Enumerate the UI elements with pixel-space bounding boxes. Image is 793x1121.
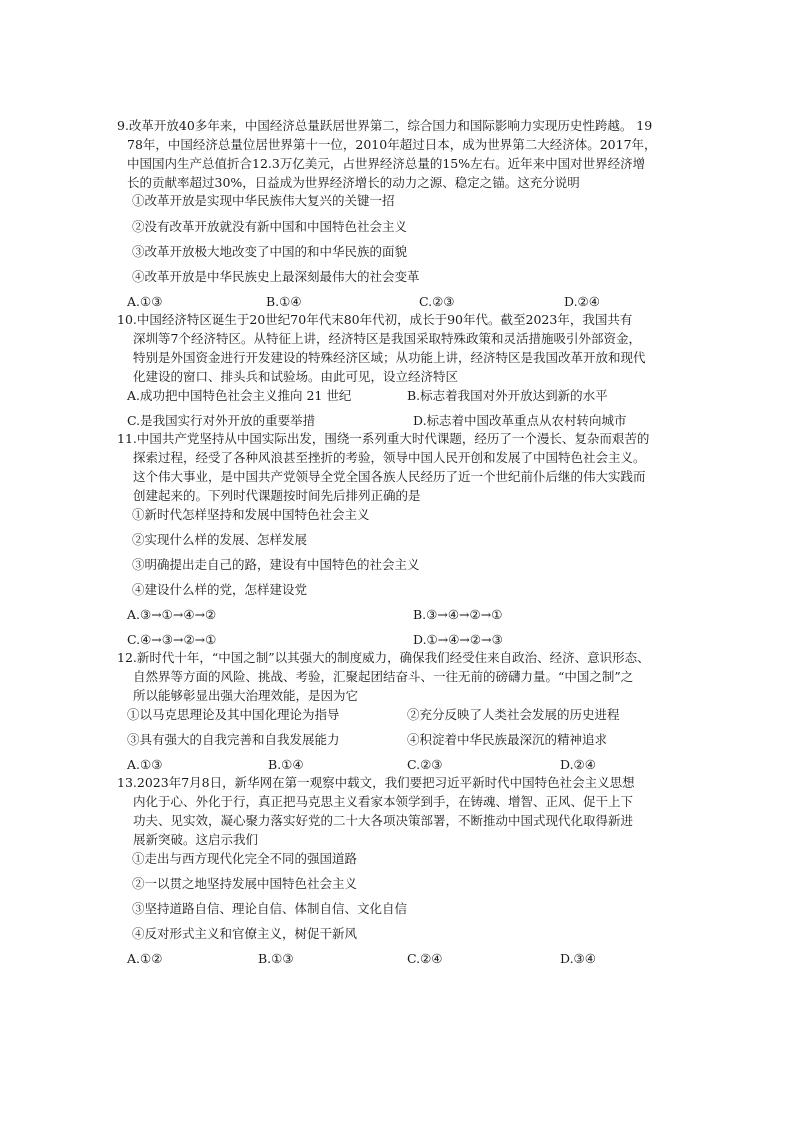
answer-option-d[interactable]: D.②④ bbox=[560, 757, 596, 772]
question-text-line: 自然界等方面的风险、挑战、考验，汇聚起团结奋斗、一往无前的磅礴力量。“中国之制”之 bbox=[133, 669, 634, 684]
question-text-line: 创建起来的。下列时代课题按时间先后排列正确的是 bbox=[133, 488, 421, 503]
statement-item: ④建设什么样的党，怎样建设党 bbox=[132, 582, 308, 597]
question-text-line: 13.2023年7月8日，新华网在第一观察中载文，我们要把习近平新时代中国特色社会主义思想 bbox=[117, 775, 635, 790]
question-text-line: 探索过程，经受了各种风浪甚至挫折的考验，领导中国人民开创和发展了中国特色社会主义。 bbox=[133, 450, 646, 465]
answer-option-a[interactable]: A.①③ bbox=[127, 757, 163, 772]
answer-option-c[interactable]: C.④→③→②→① bbox=[127, 632, 217, 647]
statement-item: ①以马克思理论及其中国化理论为指导 bbox=[127, 707, 340, 722]
statement-item: ④积淀着中华民族最深沉的精神追求 bbox=[407, 732, 608, 747]
question-text-line: 内化于心、外化于行，真正把马克思主义看家本领学到手，在铸魂、增智、正风、促干上下 bbox=[133, 794, 634, 809]
statement-item: ②充分反映了人类社会发展的历史进程 bbox=[407, 707, 620, 722]
question-text-line: 所以能够彰显出强大治理效能，是因为它 bbox=[133, 688, 359, 703]
statement-item: ①新时代怎样坚持和发展中国特色社会主义 bbox=[132, 507, 370, 522]
statement-item: ①改革开放是实现中华民族伟大复兴的关键一招 bbox=[132, 193, 395, 208]
answer-option-b[interactable]: B.③→④→②→① bbox=[413, 607, 503, 622]
statement-item: ③具有强大的自我完善和自我发展能力 bbox=[127, 732, 340, 747]
answer-option-c[interactable]: C.②③ bbox=[419, 294, 455, 309]
answer-option-a[interactable]: A.③→①→④→② bbox=[127, 607, 217, 622]
statement-item: ②实现什么样的发展、怎样发展 bbox=[132, 532, 308, 547]
answer-option-b[interactable]: B.①④ bbox=[268, 757, 304, 772]
answer-option-c[interactable]: C.是我国实行对外开放的重要举措 bbox=[127, 413, 316, 428]
statement-item: ③改革开放极大地改变了中国的和中华民族的面貌 bbox=[132, 244, 408, 259]
question-text-line: 12.新时代十年，“中国之制”以其强大的制度威力，确保我们经受住来自政治、经济、意识形态、 bbox=[117, 650, 650, 665]
answer-option-d[interactable]: D.②④ bbox=[564, 294, 600, 309]
answer-option-c[interactable]: C.②④ bbox=[407, 951, 443, 966]
statement-item: ②一以贯之地坚持发展中国特色社会主义 bbox=[132, 876, 358, 891]
statement-item: ②没有改革开放就没有新中国和中国特色社会主义 bbox=[132, 219, 408, 234]
answer-option-c[interactable]: C.②③ bbox=[407, 757, 443, 772]
question-text-line: 功夫、见实效，凝心聚力落实好党的二十大各项决策部署，不断推动中国式现代化取得新进 bbox=[133, 813, 634, 828]
question-text-line: 特别是外国资金进行开发建设的特殊经济区域；从功能上讲，经济特区是我国改革开放和现代 bbox=[133, 350, 646, 365]
question-text-line: 78年，中国经济总量位居世界第十一位，2010年超过日本，成为世界第二大经济体。2017年， bbox=[127, 137, 657, 152]
answer-option-b[interactable]: B.①④ bbox=[266, 294, 302, 309]
question-text-line: 展新突破。这启示我们 bbox=[133, 832, 259, 847]
answer-option-b[interactable]: B.标志着我国对外开放达到新的水平 bbox=[407, 388, 608, 403]
statement-item: ③坚持道路自信、理论自信、体制自信、文化自信 bbox=[132, 901, 408, 916]
question-text-line: 长的贡献率超过30%，日益成为世界经济增长的动力之源、稳定之锚。这充分说明 bbox=[127, 175, 580, 190]
question-text-line: 9.改革开放40多年来，中国经济总量跃居世界第二，综合国力和国际影响力实现历史性跨越。 19 bbox=[117, 118, 653, 133]
answer-option-d[interactable]: D.标志着中国改革重点从农村转向城市 bbox=[413, 413, 627, 428]
statement-item: ①走出与西方现代化完全不同的强国道路 bbox=[132, 851, 358, 866]
question-text-line: 中国国内生产总值折合12.3万亿美元，占世界经济总量的15%左右。近年来中国对世界经济增 bbox=[127, 156, 646, 171]
question-text-line: 这个伟大事业，是中国共产党领导全党全国各族人民经历了近一个世纪前仆后继的伟大实践而 bbox=[133, 469, 646, 484]
statement-item: ③明确提出走自己的路，建设有中国特色的社会主义 bbox=[132, 557, 420, 572]
question-text-line: 深圳等7个经济特区。从特征上讲，经济特区是我国采取特殊政策和灵活措施吸引外部资金， bbox=[133, 331, 641, 346]
answer-option-a[interactable]: A.成功把中国特色社会主义推向 21 世纪 bbox=[127, 388, 352, 403]
statement-item: ④改革开放是中华民族史上最深刻最伟大的社会变革 bbox=[132, 269, 420, 284]
question-text-line: 10.中国经济特区诞生于20世纪70年代末80年代初，成长于90年代。截至2023年，我国共有 bbox=[117, 312, 633, 327]
answer-option-a[interactable]: A.①③ bbox=[127, 294, 163, 309]
question-text-line: 11.中国共产党坚持从中国实际出发，围绕一系列重大时代课题，经历了一个漫长、复杂而艰苦的 bbox=[117, 431, 650, 446]
answer-option-a[interactable]: A.①② bbox=[127, 951, 163, 966]
question-text-line: 化建设的窗口、排头兵和试验场。由此可见，设立经济特区 bbox=[133, 369, 459, 384]
answer-option-d[interactable]: D.①→④→②→③ bbox=[413, 632, 503, 647]
answer-option-b[interactable]: B.①③ bbox=[258, 951, 294, 966]
statement-item: ④反对形式主义和官僚主义，树促干新风 bbox=[132, 926, 358, 941]
answer-option-d[interactable]: D.③④ bbox=[560, 951, 596, 966]
